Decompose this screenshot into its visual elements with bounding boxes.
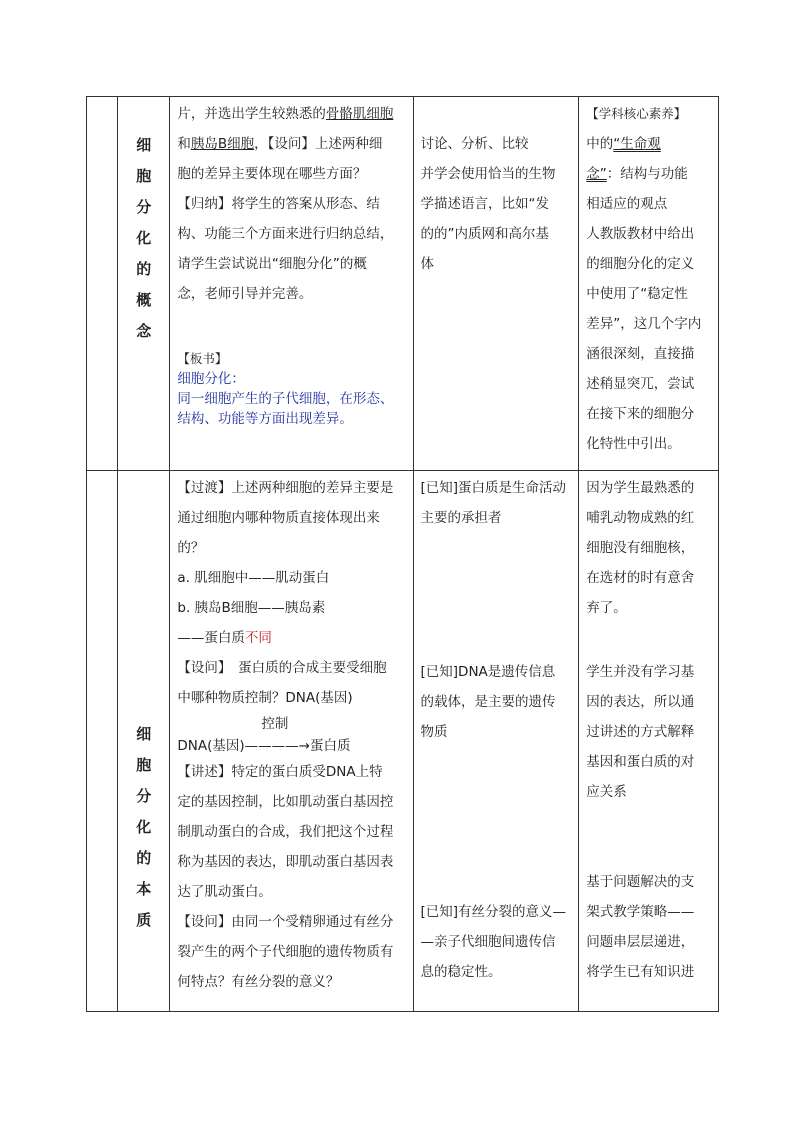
- text: 【归纳】将学生的答案从形态、结: [177, 196, 380, 212]
- teacher-activity-text: [170, 97, 412, 429]
- text: 【过渡】上述两种细胞的差异主要是: [177, 480, 394, 496]
- text: 【设问】 蛋白质的合成主要受细胞: [177, 660, 387, 676]
- text: —亲子代细胞间遗传信: [420, 934, 556, 950]
- student-activity-text: [414, 471, 579, 987]
- text: 化特性中引出。: [586, 436, 681, 452]
- table-row: [87, 97, 719, 471]
- board-text: 结构、功能等方面出现差异。: [177, 411, 353, 427]
- title-char: 细: [136, 136, 152, 154]
- text: [已知]蛋白质是生命活动: [420, 480, 567, 496]
- text: 念，老师引导并完善。: [177, 286, 313, 302]
- text: 基因和蛋白质的对: [586, 754, 695, 770]
- text: 【讲述】特定的蛋白质受DNA上特: [177, 764, 383, 780]
- board-text: 同一细胞产生的子代细胞，在形态、: [177, 391, 394, 407]
- lesson-plan-table: [86, 96, 719, 1012]
- text: 学生并没有学习基: [586, 664, 695, 680]
- text: 讨论、分析、比较: [420, 136, 529, 152]
- text: 的？: [177, 540, 205, 556]
- text: 因的表达，所以通: [586, 694, 695, 710]
- text: [已知]DNA是遗传信息: [420, 664, 556, 680]
- text: b. 胰岛B细胞——胰岛素: [177, 600, 326, 616]
- text: 人教版教材中给出: [586, 226, 695, 242]
- title-char: 本: [136, 880, 152, 898]
- text: 中的: [586, 136, 614, 152]
- title-char: 细: [136, 725, 152, 743]
- text: 息的稳定性。: [420, 964, 502, 980]
- text: 裂产生的两个子代细胞的遗传物质有: [177, 944, 394, 960]
- text: a. 肌细胞中——肌动蛋白: [177, 570, 330, 586]
- text: 何特点？有丝分裂的意义？: [177, 974, 340, 990]
- student-activity-cell: [413, 97, 579, 471]
- text: 弃了。: [586, 600, 627, 616]
- text: 物质: [420, 724, 448, 740]
- text: 的细胞分化的定义: [586, 256, 695, 272]
- text: 过讲述的方式解释: [586, 724, 695, 740]
- text: 差异”，这几个字内: [586, 316, 702, 332]
- text: 在选材的时有意舍: [586, 570, 695, 586]
- text: DNA(基因): [177, 738, 245, 754]
- student-activity-cell: [413, 471, 579, 1012]
- table-row: [87, 471, 719, 1012]
- text: 相适应的观点: [586, 196, 668, 212]
- title-char: 分: [136, 787, 152, 805]
- title-char: 质: [136, 911, 152, 929]
- board-tag: 【板书】: [177, 351, 228, 366]
- text: 念”: [586, 166, 607, 182]
- text: 称为基因的表达，即肌动蛋白基因表: [177, 854, 394, 870]
- text: 因为学生最熟悉的: [586, 480, 695, 496]
- title-char: 化: [136, 229, 152, 247]
- text: 架式教学策略——: [586, 904, 695, 920]
- text: 定的基因控制，比如肌动蛋白基因控: [177, 794, 394, 810]
- section-title-cell: [118, 97, 170, 471]
- text: 片，并选出学生较熟悉的: [177, 106, 326, 122]
- title-char: 念: [136, 322, 152, 340]
- text: ，【设问】上述两种细: [254, 136, 383, 152]
- text: 述稍显突兀，尝试: [586, 376, 695, 392]
- design-intent-text: [579, 471, 718, 987]
- title-char: 概: [136, 291, 152, 309]
- text: 问题串层层递进，: [586, 934, 695, 950]
- text: 涵很深刻，直接描: [586, 346, 695, 362]
- title-char: 分: [136, 198, 152, 216]
- text: 中使用了“稳定性: [586, 286, 688, 302]
- text: ——蛋白质: [177, 630, 245, 646]
- text: 通过细胞内哪种物质直接体现出来: [177, 510, 380, 526]
- text: 请学生尝试说出“细胞分化”的概: [177, 256, 367, 272]
- text: 学描述语言，比如“发: [420, 196, 550, 212]
- text: 主要的承担者: [420, 510, 502, 526]
- board-text: 细胞分化：: [177, 371, 245, 387]
- text: 应关系: [586, 784, 627, 800]
- blank-cell: [87, 471, 118, 1012]
- text: “生命观: [613, 136, 661, 152]
- teacher-activity-text: [170, 471, 412, 997]
- teacher-activity-cell: [170, 97, 413, 471]
- text: 在接下来的细胞分: [586, 406, 695, 422]
- section-title: [118, 97, 169, 347]
- text: 骨骼肌细胞: [325, 106, 394, 122]
- design-intent-cell: [579, 97, 719, 471]
- text: 胰岛B细胞: [190, 136, 255, 152]
- teacher-activity-cell: [170, 471, 413, 1012]
- text: 达了肌动蛋白。: [177, 884, 272, 900]
- section-title-cell: [118, 471, 170, 1012]
- text: ：结构与功能: [606, 166, 688, 182]
- text: 胞的差异主要体现在哪些方面？: [177, 166, 367, 182]
- text: 的的”内质网和高尔基: [420, 226, 550, 242]
- title-char: 的: [136, 849, 152, 867]
- title-char: 化: [136, 818, 152, 836]
- text: 制肌动蛋白的合成，我们把这个过程: [177, 824, 394, 840]
- text: 的载体，是主要的遗传: [420, 694, 556, 710]
- text: 【设问】由同一个受精卵通过有丝分: [177, 914, 394, 930]
- text: 中哪种物质控制？DNA(基因): [177, 690, 353, 706]
- section-title: [118, 471, 169, 936]
- text: 将学生已有知识进: [586, 964, 695, 980]
- title-char: 的: [136, 260, 152, 278]
- text: 【学科核心素养】: [586, 106, 687, 121]
- title-char: 胞: [136, 756, 152, 774]
- text: 不同: [244, 630, 272, 646]
- arrow-icon: ————→: [244, 738, 310, 754]
- text: 并学会使用恰当的生物: [420, 166, 556, 182]
- text: 蛋白质: [309, 738, 351, 754]
- text: [已知]有丝分裂的意义—: [420, 904, 567, 920]
- text: 基于问题解决的支: [586, 874, 695, 890]
- text: 体: [420, 256, 435, 272]
- blank-cell: [87, 97, 118, 471]
- design-intent-text: [579, 97, 718, 459]
- text: 构、功能三个方面来进行归纳总结，: [177, 226, 394, 242]
- text: 细胞没有细胞核，: [586, 540, 695, 556]
- arrow-label: 控制: [261, 716, 289, 732]
- student-activity-text: [414, 97, 579, 279]
- text: 哺乳动物成熟的红: [586, 510, 695, 526]
- design-intent-cell: [579, 471, 719, 1012]
- text: 和: [177, 136, 191, 152]
- title-char: 胞: [136, 167, 152, 185]
